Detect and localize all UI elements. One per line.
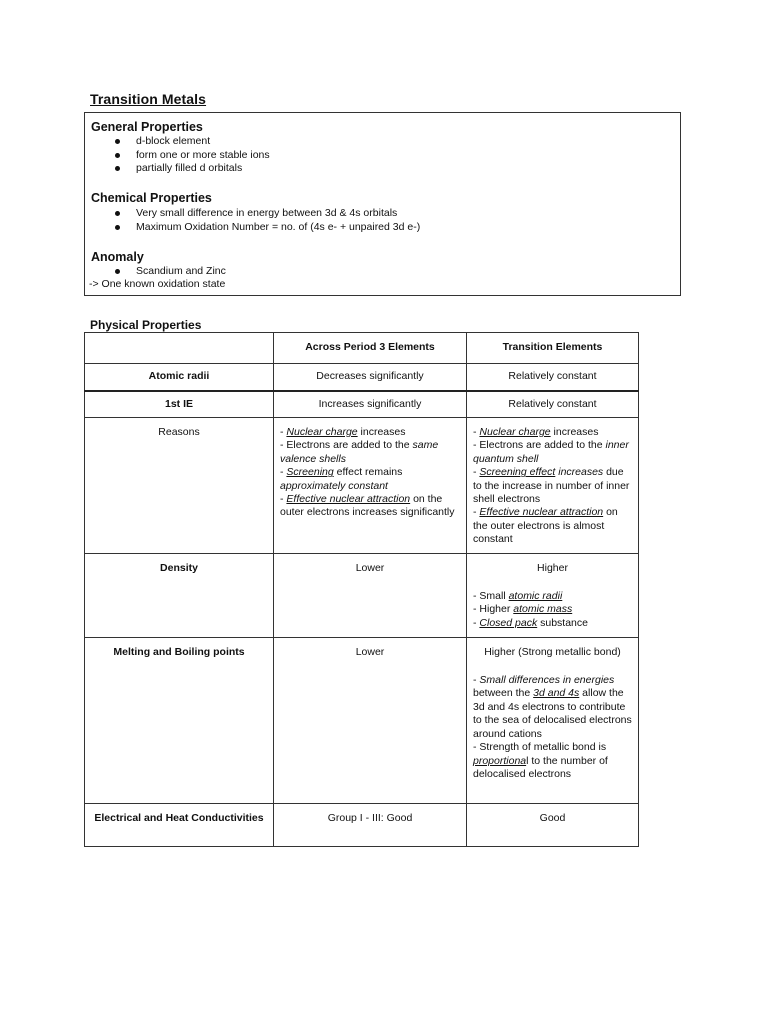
cell-melting-te: Higher (Strong metallic bond) - Small differences in energies between the 3d and 4s allow the 3d and 4s electrons to contribute to the sea of delocalised electrons around cations - Strength of metallic bond is proportional to the number of delocalised electrons (467, 637, 639, 803)
cell-first-ie-p3: Increases significantly (274, 391, 467, 418)
anomaly-list (85, 265, 226, 279)
table-row (85, 364, 639, 391)
row-label-density: Density (85, 553, 274, 637)
physical-properties-table (84, 332, 639, 847)
properties-box (84, 112, 681, 296)
row-label-first-ie: 1st IE (85, 391, 274, 418)
cell-atomic-radii-p3: Decreases significantly (274, 364, 467, 391)
row-label-melting: Melting and Boiling points (85, 637, 274, 803)
physical-properties-heading: Physical Properties (90, 318, 202, 332)
list-item: d-block element (85, 135, 270, 149)
table-row (85, 803, 639, 846)
cell-first-ie-te: Relatively constant (467, 391, 639, 418)
table-row (85, 553, 639, 637)
cell-density-te: Higher - Small atomic radii - Higher atomic mass - Closed pack substance (467, 553, 639, 637)
table-row (85, 637, 639, 803)
column-header-transition: Transition Elements (467, 333, 639, 364)
chemical-properties-list (85, 207, 420, 234)
general-properties-heading: General Properties (91, 120, 203, 134)
bullet-icon (115, 211, 120, 216)
cell-conductivity-te: Good (467, 803, 639, 846)
list-item: partially filled d orbitals (85, 162, 270, 176)
bullet-icon (115, 166, 120, 171)
chemical-properties-heading: Chemical Properties (91, 191, 212, 205)
table-header-row (85, 333, 639, 364)
bullet-icon (115, 139, 120, 144)
column-header-period3: Across Period 3 Elements (274, 333, 467, 364)
table-row (85, 391, 639, 418)
row-label-reasons: Reasons (85, 418, 274, 554)
anomaly-note: -> One known oxidation state (89, 278, 226, 290)
cell-reasons-p3: - Nuclear charge increases - Electrons are added to the same valence shells - Screening effect remains approximately constant - Effective nuclear attraction on the outer electrons increases significantly (274, 418, 467, 554)
cell-melting-p3: Lower (274, 637, 467, 803)
list-item: Very small difference in energy between 3d & 4s orbitals (85, 207, 420, 221)
row-label-atomic-radii: Atomic radii (85, 364, 274, 391)
list-item: Scandium and Zinc (85, 265, 226, 279)
table-corner-cell (85, 333, 274, 364)
bullet-icon (115, 225, 120, 230)
general-properties-list (85, 135, 270, 176)
cell-conductivity-p3: Group I - III: Good (274, 803, 467, 846)
bullet-icon (115, 153, 120, 158)
cell-reasons-te: - Nuclear charge increases - Electrons are added to the inner quantum shell - Screening effect increases due to the increase in number of inner shell electrons - Effective nuclear attraction on the outer electrons is almost constant (467, 418, 639, 554)
list-item: form one or more stable ions (85, 149, 270, 163)
page-title: Transition Metals (90, 91, 207, 107)
table-row (85, 418, 639, 554)
cell-density-p3: Lower (274, 553, 467, 637)
row-label-conductivity: Electrical and Heat Conductivities (85, 803, 274, 846)
anomaly-heading: Anomaly (91, 250, 144, 264)
cell-atomic-radii-te: Relatively constant (467, 364, 639, 391)
list-item: Maximum Oxidation Number = no. of (4s e- + unpaired 3d e-) (85, 221, 420, 235)
bullet-icon (115, 269, 120, 274)
